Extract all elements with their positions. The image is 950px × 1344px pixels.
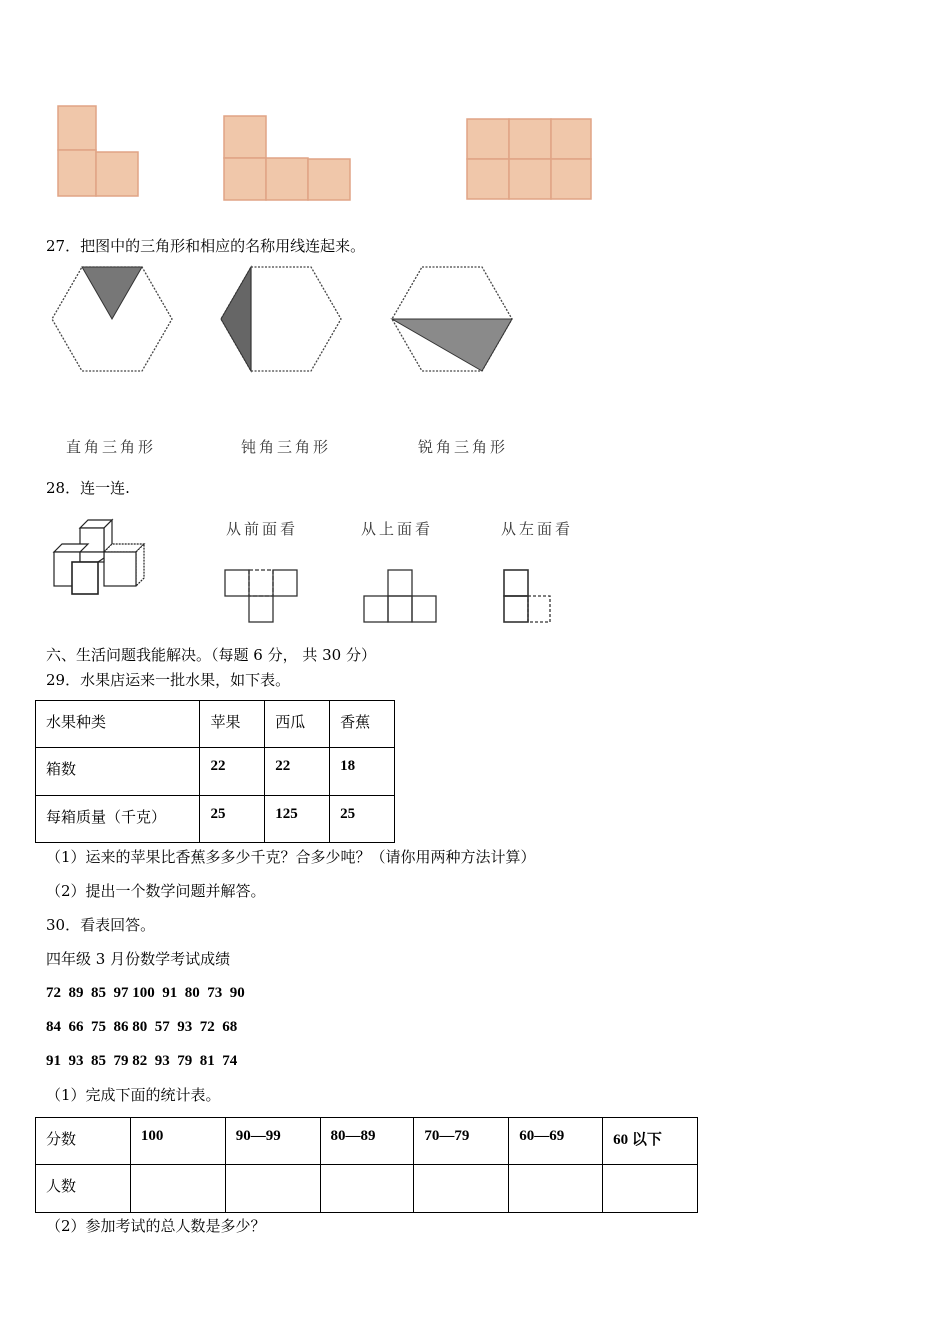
q30-title: 30．看表回答。 bbox=[46, 916, 156, 934]
front-view-shape bbox=[223, 568, 303, 626]
stat-table-header-cell: 100 bbox=[130, 1118, 225, 1165]
stat-table-header-cell: 70—79 bbox=[414, 1118, 509, 1165]
block-figure-2 bbox=[222, 114, 354, 202]
stat-table-header-cell: 60—69 bbox=[509, 1118, 603, 1165]
hexagon-acute-triangle bbox=[390, 265, 516, 373]
score-stat-table bbox=[35, 1117, 698, 1213]
fruit-table-cell: 箱数 bbox=[36, 748, 200, 796]
stat-table-blank-cell[interactable] bbox=[130, 1165, 225, 1213]
stat-table-blank-cell[interactable] bbox=[225, 1165, 320, 1213]
hexagon-obtuse-triangle bbox=[219, 265, 345, 373]
fruit-table-header-cell: 苹果 bbox=[200, 701, 265, 748]
fruit-table-header-cell: 水果种类 bbox=[36, 701, 200, 748]
stat-table-row-label: 人数 bbox=[36, 1165, 131, 1213]
cube-stack-figure bbox=[50, 518, 150, 598]
q28-title: 28．连一连. bbox=[46, 479, 130, 497]
hexagon-right-triangle bbox=[50, 265, 176, 373]
scores-line: 91 93 85 79 82 93 79 81 74 bbox=[46, 1053, 238, 1069]
fruit-table-cell: 18 bbox=[330, 748, 395, 796]
fruit-table-cell: 125 bbox=[265, 796, 330, 843]
q30-sub1: （1）完成下面的统计表。 bbox=[46, 1086, 221, 1104]
label-obtuse-triangle: 钝角三角形 bbox=[241, 438, 332, 456]
stat-table-blank-cell[interactable] bbox=[414, 1165, 509, 1213]
stat-table-blank-cell[interactable] bbox=[509, 1165, 603, 1213]
scores-line: 72 89 85 97 100 91 80 73 90 bbox=[46, 985, 245, 1001]
fruit-table bbox=[35, 700, 395, 843]
q29-sub2: （2）提出一个数学问题并解答。 bbox=[46, 882, 266, 900]
q27-title: 27．把图中的三角形和相应的名称用线连起来。 bbox=[46, 237, 366, 255]
q30-sub2: （2）参加考试的总人数是多少？ bbox=[46, 1217, 266, 1235]
view-left-label: 从左面看 bbox=[501, 520, 574, 538]
q29-sub1: （1）运来的苹果比香蕉多多少千克？合多少吨？（请你用两种方法计算） bbox=[46, 848, 536, 866]
fruit-table-cell: 每箱质量（千克） bbox=[36, 796, 200, 843]
fruit-table-header-cell: 香蕉 bbox=[330, 701, 395, 748]
scores-line: 84 66 75 86 80 57 93 72 68 bbox=[46, 1019, 238, 1035]
block-figure-3 bbox=[465, 117, 595, 203]
fruit-table-cell: 22 bbox=[200, 748, 265, 796]
stat-table-header-cell: 分数 bbox=[36, 1118, 131, 1165]
fruit-table-header-cell: 西瓜 bbox=[265, 701, 330, 748]
stat-table-header-cell: 80—89 bbox=[320, 1118, 414, 1165]
label-acute-triangle: 锐角三角形 bbox=[418, 438, 509, 456]
block-figure-1 bbox=[56, 104, 142, 200]
view-front-label: 从前面看 bbox=[226, 520, 299, 538]
stat-table-header-cell: 90—99 bbox=[225, 1118, 320, 1165]
q30-caption: 四年级 3 月份数学考试成绩 bbox=[46, 950, 231, 968]
fruit-table-cell: 25 bbox=[200, 796, 265, 843]
q29-title: 29．水果店运来一批水果，如下表。 bbox=[46, 671, 291, 689]
view-top-label: 从上面看 bbox=[361, 520, 434, 538]
top-view-shape bbox=[362, 568, 442, 626]
stat-table-blank-cell[interactable] bbox=[603, 1165, 698, 1213]
fruit-table-cell: 22 bbox=[265, 748, 330, 796]
stat-table-blank-cell[interactable] bbox=[320, 1165, 414, 1213]
left-view-shape bbox=[502, 568, 558, 626]
section6-title: 六、生活问题我能解决。（每题 6 分， 共 30 分） bbox=[46, 646, 376, 664]
fruit-table-cell: 25 bbox=[330, 796, 395, 843]
label-right-triangle: 直角三角形 bbox=[66, 438, 157, 456]
stat-table-header-cell: 60 以下 bbox=[603, 1118, 698, 1165]
